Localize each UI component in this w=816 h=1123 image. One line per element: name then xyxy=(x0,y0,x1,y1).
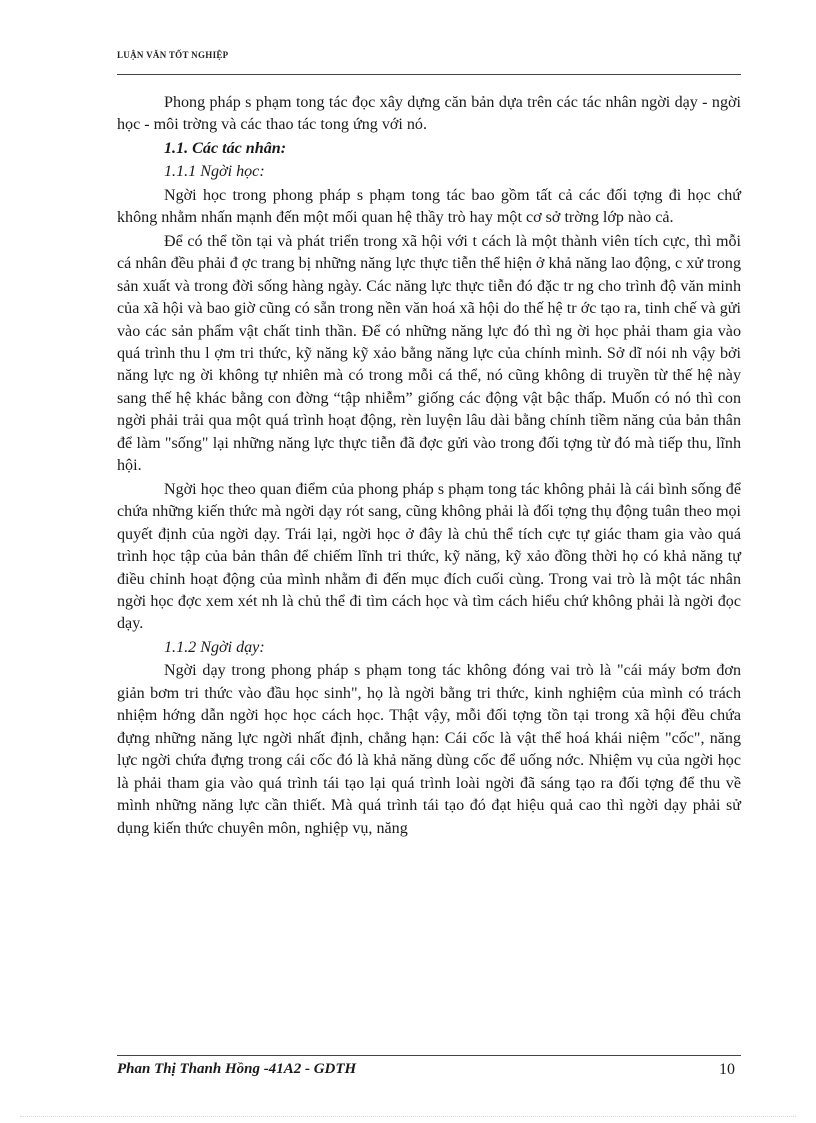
page-number: 10 xyxy=(719,1061,735,1078)
paragraph-teacher-1: Ngời dạy trong phong pháp s phạm tong tác không đóng vai trò là "cái máy bơm đơn giản bơm tri thức vào đầu học sinh", họ là ngời bằng tri thức, kinh nghiệm của mình có trách nhiệm hớng dẫn ngời học học cách học. Thật vậy, mỗi đối tợng tồn tại trong xã hội đều chứa đựng những năng lực ngời nhất định, chẳng hạn: Cái cốc là vật thể hoá khái niệm "cốc", năng lực ngời chứa đựng trong cái cốc đó là khả năng dùng cốc để uống nớc. Nhiệm vụ của ngời học là phải tham gia vào quá trình tái tạo lại quá trình loài ngời đã sáng tạo ra đối tợng để thu về mình những năng lực cần thiết. Mà quá trình tái tạo đó đạt hiệu quả cao thì ngời dạy phải sử dụng kiến thức chuyên môn, nghiệp vụ, năng xyxy=(117,662,741,837)
section-heading-1-1-1: 1.1.1 Ngời học: xyxy=(164,163,265,181)
paragraph-learner-1: Ngời học trong phong pháp s phạm tong tác bao gồm tất cả các đối tợng đi học chứ không nhằm nhấn mạnh đến một mối quan hệ thầy trò hay một cơ sở trờng lớp nào cả. xyxy=(117,186,741,227)
header-divider xyxy=(117,74,741,75)
page-edge-divider xyxy=(20,1116,796,1117)
paragraph-learner-2: Để có thể tồn tại và phát triển trong xã hội với t cách là một thành viên tích cực, thì mỗi cá nhân đều phải đ ợc trang bị những năng lực thực tiễn thể hiện ở khả năng lao động, c xử trong sản xuất và trong đời sống hàng ngày. Các năng lực thực tiễn đó đặc tr ng cho trình độ văn minh của xã hội và bao giờ cũng có sẵn trong nền văn hoá xã hội do thế hệ tr ớc tạo ra, tinh chế và gửi vào các sản phẩm vật chất tinh thần. Để có những năng lực đó thì ng ời học phải tham gia vào quá trình thu l ợm tri thức, kỹ năng kỹ xảo bằng năng lực của chính mình. Sở dĩ nói nh vậy bởi năng lực ng ời không tự nhiên mà có trong mỗi cá thể, nó cũng không di truyền từ thế hệ này sang thế hệ khác bằng con đờng “tập nhiễm” giống các động vật bậc thấp. Muốn có nó thì con ngời phải trải qua một quá trình hoạt động, rèn luyện lâu dài bằng chính tiềm năng của bản thân để làm "sống" lại những năng lực thực tiễn đã đợc gửi vào trong đối tợng từ đó mà tiếp thu, lĩnh hội. xyxy=(117,232,741,475)
running-header: LUẬN VĂN TỐT NGHIỆP xyxy=(117,50,229,60)
section-heading-1-1-2: 1.1.2 Ngời dạy: xyxy=(164,638,265,656)
page-body xyxy=(117,92,741,840)
footer-author: Phan Thị Thanh Hồng -41A2 - GDTH xyxy=(117,1061,357,1077)
paragraph-learner-3: Ngời học theo quan điểm của phong pháp s phạm tong tác không phải là cái bình sống để chứa những kiến thức mà ngời dạy rót sang, cũng không phải là đối tợng thụ động tuân theo mọi quyết định của ngời dạy. Trái lại, ngời học ở đây là chủ thể tích cực tự giác tham gia vào quá trình học tập của bản thân để chiếm lĩnh tri thức, kỹ năng, kỹ xảo đồng thời họ có khả năng tự điều chỉnh hoạt động của mình nhằm đi đến mục đích cuối cùng. Trong vai trò là một tác nhân ngời học đợc xem xét nh là chủ thể đi tìm cách học và tìm cách hiểu chứ không phải là ngời đọc dạy. xyxy=(117,480,741,633)
intro-paragraph: Phong pháp s phạm tong tác đọc xây dựng căn bản dựa trên các tác nhân ngời dạy - ngời học - môi trờng và các thao tác tong ứng với nó. xyxy=(117,94,741,134)
footer-divider xyxy=(117,1055,741,1056)
section-heading-1-1: 1.1. Các tác nhân: xyxy=(164,139,287,157)
